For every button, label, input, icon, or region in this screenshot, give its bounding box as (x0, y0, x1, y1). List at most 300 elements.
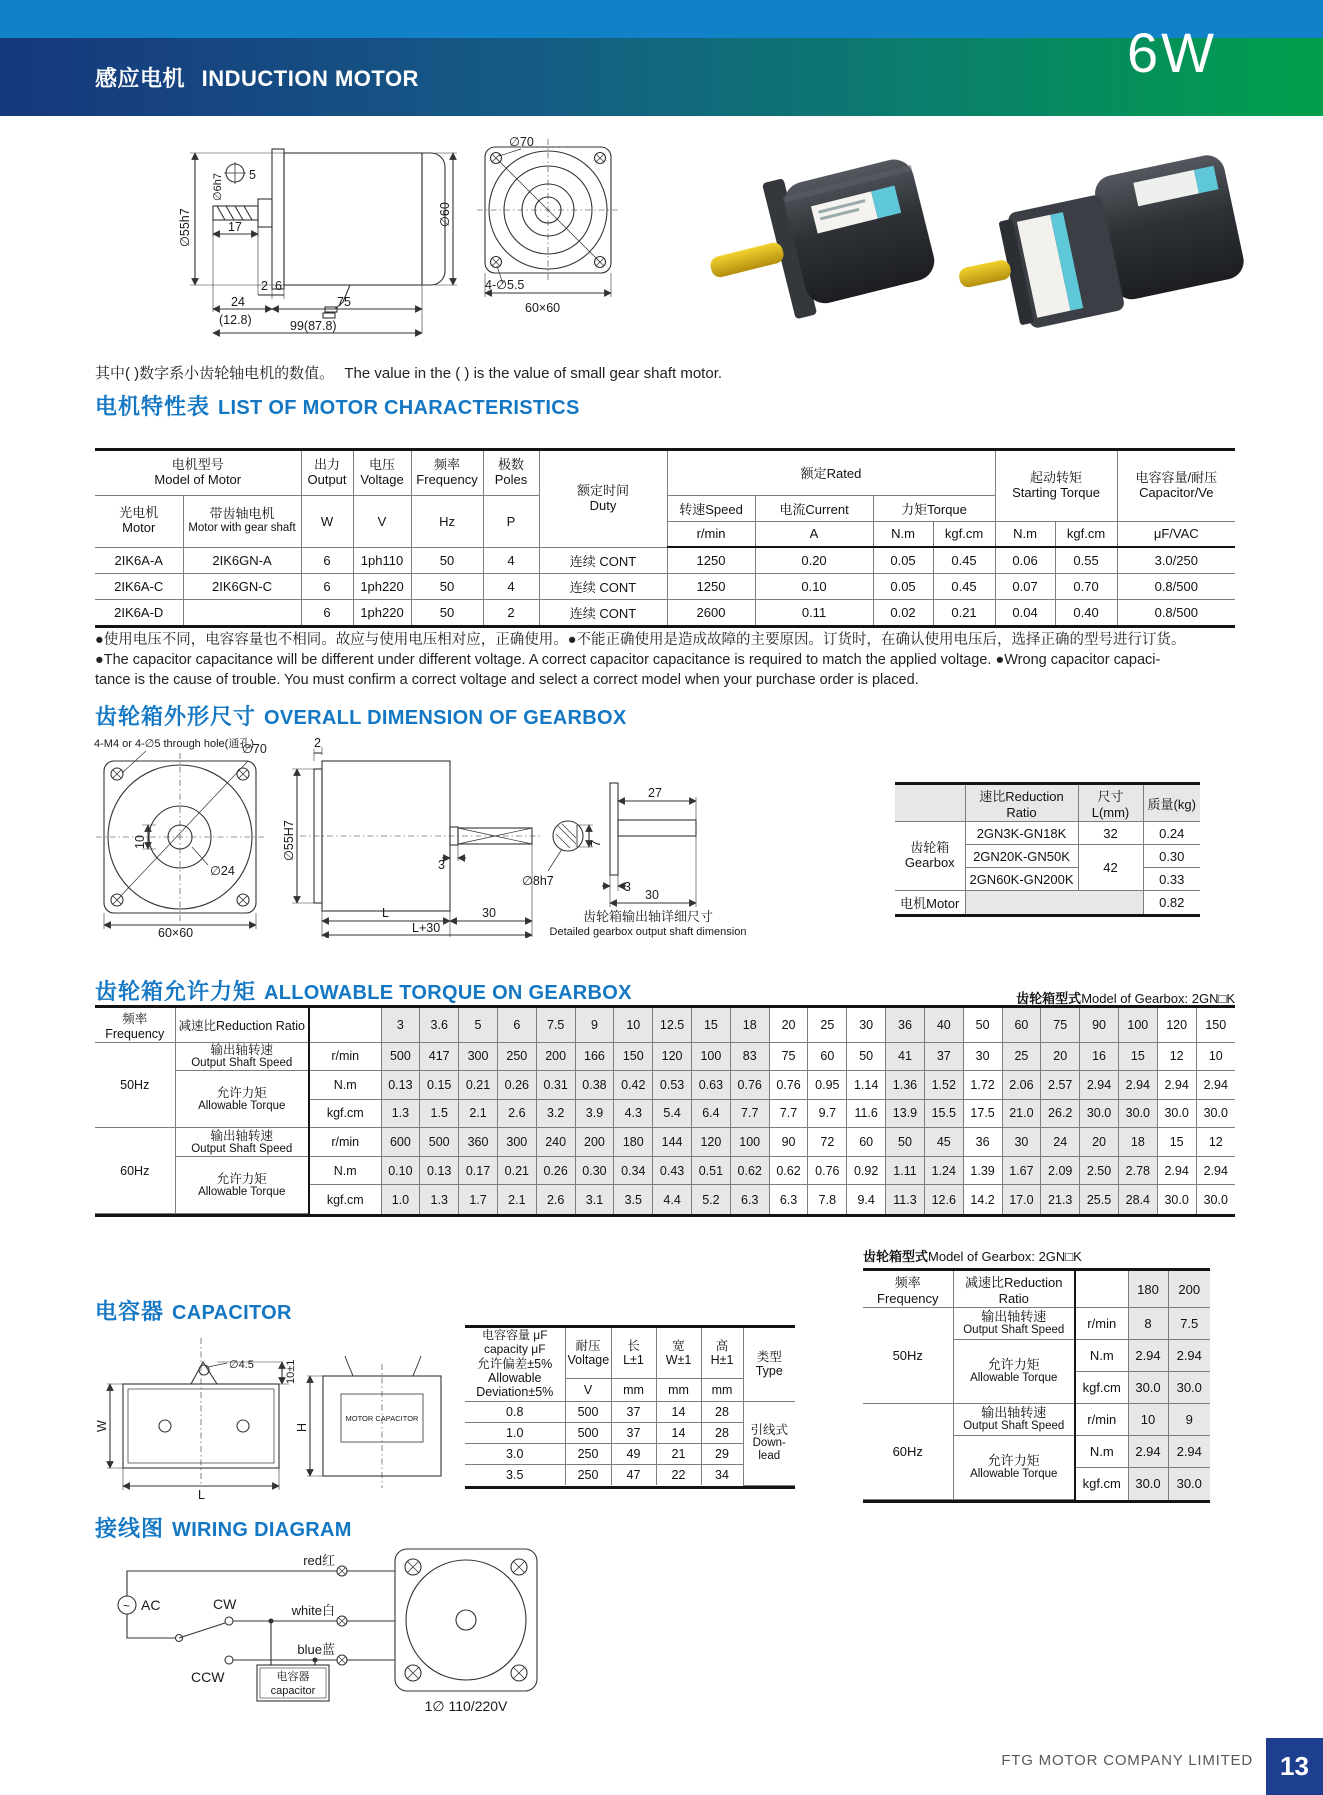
capacitor-table-cell: 3.0 (465, 1443, 565, 1464)
gbx-ratio: 2GN60K-GN200K (965, 868, 1078, 891)
torque-value-cell: 5.2 (692, 1185, 731, 1214)
dim-gbx-holes: 4-M4 or 4-∅5 through hole(通孔) (94, 738, 254, 750)
motor-table-cell: 0.02 (873, 599, 933, 625)
cap-h-capacity: 电容容量 μF capacity μF 允许偏差±5% Allowable Deviation±5% (465, 1328, 565, 1401)
gbx-h-ratio: 速比Reduction Ratio (965, 785, 1078, 822)
torque-value-cell: 2.94 (1080, 1071, 1119, 1100)
torque-value-cell: 24 (1041, 1128, 1080, 1157)
capacitor-table-cell: 37 (611, 1422, 656, 1443)
capacitor-drawing (95, 1336, 455, 1511)
torque-ratio-header: 25 (808, 1008, 847, 1042)
capacitor-table-cell: 49 (611, 1443, 656, 1464)
torque-value-cell: 30.0 (1118, 1099, 1157, 1128)
torque-value-cell: 0.10 (381, 1156, 420, 1185)
header-output: 出力 Output (301, 451, 353, 495)
g2-h-200: 200 (1168, 1271, 1210, 1308)
torque-unit-cell: kgf.cm (309, 1099, 381, 1128)
torque-ratio-header: 10 (614, 1008, 653, 1042)
torque-value-cell: 1.36 (886, 1071, 925, 1100)
motor-table-cell: 0.11 (755, 599, 873, 625)
allowable-torque-table (95, 1005, 1235, 1217)
torque-ratio-header: 100 (1118, 1008, 1157, 1042)
torque-value-cell: 2.6 (536, 1185, 575, 1214)
wiring-ccw-label: CCW (191, 1669, 225, 1685)
motor-table-cell: 2IK6GN-C (183, 573, 301, 599)
dim-cap-W: W (95, 1420, 109, 1432)
torque-value-cell: 240 (536, 1128, 575, 1157)
capacitor-table-cell: 28 (701, 1422, 743, 1443)
torque-value-cell: 7.7 (769, 1099, 808, 1128)
g2-row (863, 1308, 1210, 1340)
torque-value-cell: 30.0 (1196, 1185, 1235, 1214)
torque-value-cell: 1.24 (924, 1156, 963, 1185)
note-en2: tance is the cause of trouble. You must confirm a correct voltage and select a correct model when your purchase order is placed. (95, 672, 919, 688)
dim-gbx-L: L (382, 906, 389, 920)
torque-value-cell: 1.7 (459, 1185, 498, 1214)
section-title-gearbox: 齿轮箱外形尺寸 OVERALL DIMENSION OF GEARBOX (95, 704, 627, 729)
header-torque: 力矩Torque (873, 495, 995, 521)
section-title-capacitor: 电容器 CAPACITOR (95, 1299, 292, 1324)
header-current: 电流Current (755, 495, 873, 521)
gbx-row (895, 822, 1200, 845)
section-title-wiring: 接线图 WIRING DIAGRAM (95, 1516, 352, 1541)
dim-gbx-10: 10 (133, 835, 147, 849)
gbx-blank (895, 785, 965, 822)
g2-h-blank (1075, 1271, 1128, 1308)
torque-label-cell: 输出轴转速 Output Shaft Speed (175, 1128, 309, 1157)
drawing-note-en: The value in the ( ) is the value of small gear shaft motor. (344, 365, 723, 382)
torque-value-cell: 16 (1080, 1042, 1119, 1071)
torque-value-cell: 4.4 (653, 1185, 692, 1214)
torque-value-cell: 120 (653, 1042, 692, 1071)
capacitor-table-cell: 14 (656, 1401, 701, 1422)
motor-table-row (95, 599, 1235, 625)
torque-value-cell: 2.1 (497, 1185, 536, 1214)
g2-unit: r/min (1075, 1404, 1128, 1436)
cap-h-length: 长 L±1 (611, 1328, 656, 1378)
gbx-L: 32 (1078, 822, 1143, 845)
torque-value-cell: 3.5 (614, 1185, 653, 1214)
torque-value-cell: 30.0 (1157, 1185, 1196, 1214)
g2-value: 30.0 (1168, 1372, 1210, 1404)
torque-label-cell: 允许力矩 Allowable Torque (175, 1156, 309, 1213)
motor-table-cell: 1250 (667, 573, 755, 599)
dim-gbx-27: 27 (648, 786, 662, 800)
torque-value-cell: 7.7 (730, 1099, 769, 1128)
g2-value: 2.94 (1168, 1340, 1210, 1372)
torque-ratio-header: 9 (575, 1008, 614, 1042)
wiring-ac-label: AC (141, 1597, 161, 1613)
torque-value-cell: 0.95 (808, 1071, 847, 1100)
torque-value-cell: 30.0 (1080, 1099, 1119, 1128)
dim-cap-tol: 10±1 (285, 1359, 297, 1384)
torque-value-cell: 300 (459, 1042, 498, 1071)
torque-table-row (95, 1071, 1235, 1100)
capacitor-table-cell: 37 (611, 1401, 656, 1422)
torque-unit-cell: N.m (309, 1156, 381, 1185)
dim-gbx-30: 30 (482, 906, 496, 920)
wiring-cap-en: capacitor (270, 1685, 316, 1697)
page-number: 13 (1266, 1738, 1323, 1795)
torque-gearbox-model-caption: 齿轮箱型式Model of Gearbox: 2GN□K (1016, 991, 1235, 1006)
dim-gbx-3: 3 (438, 858, 445, 872)
torque-value-cell: 75 (769, 1042, 808, 1071)
g2-label-speed: 输出轴转速 Output Shaft Speed (953, 1404, 1075, 1436)
torque-value-cell: 3.1 (575, 1185, 614, 1214)
dim-gbx-30b: 30 (645, 888, 659, 902)
gbx-h-weight: 质量(kg) (1143, 785, 1200, 822)
torque-value-cell: 0.51 (692, 1156, 731, 1185)
torque-value-cell: 14.2 (963, 1185, 1002, 1214)
cap-h-v: V (565, 1378, 611, 1401)
torque-value-cell: 0.42 (614, 1071, 653, 1100)
torque-ratio-header: 90 (1080, 1008, 1119, 1042)
torque-value-cell: 6.3 (769, 1185, 808, 1214)
note-en1: ●The capacitor capacitance will be different under different voltage. A correct capacitor capacitance is required to match the applied voltage. ●Wrong capacitor capaci- (95, 652, 1161, 668)
torque-value-cell: 6.4 (692, 1099, 731, 1128)
motor-table-cell: 0.55 (1055, 547, 1117, 573)
g2-unit: kgf.cm (1075, 1468, 1128, 1500)
motor-table-cell: 0.40 (1055, 599, 1117, 625)
torque-ratio-header: 20 (769, 1008, 808, 1042)
gbx-group: 齿轮箱 Gearbox (895, 822, 965, 891)
torque-value-cell: 0.62 (730, 1156, 769, 1185)
motor-table-cell: 1250 (667, 547, 755, 573)
g2-unit: N.m (1075, 1436, 1128, 1468)
torque-value-cell: 0.63 (692, 1071, 731, 1100)
dim-gbx-d70: ∅70 (242, 742, 267, 756)
motor-table-row (95, 547, 1235, 573)
torque-value-cell: 18 (1118, 1128, 1157, 1157)
header-speed: 转速Speed (667, 495, 755, 521)
torque-value-cell: 9.4 (847, 1185, 886, 1214)
dim-99: 99(87.8) (290, 319, 337, 333)
motor-table-cell: 连续 CONT (539, 547, 667, 573)
torque-ratio-header: 36 (886, 1008, 925, 1042)
motor-table-cell: 1ph110 (353, 547, 411, 573)
torque-value-cell: 15.5 (924, 1099, 963, 1128)
torque-value-cell: 0.92 (847, 1156, 886, 1185)
torque-ratio-header: 5 (459, 1008, 498, 1042)
gearbox2-table (863, 1268, 1210, 1503)
capacitor-table-cell: 14 (656, 1422, 701, 1443)
torque-value-cell: 250 (497, 1042, 536, 1071)
wiring-cap-cn: 电容器 (276, 1671, 310, 1683)
motor-table-cell: 0.8/500 (1117, 573, 1235, 599)
torque-value-cell: 2.94 (1196, 1156, 1235, 1185)
dim-gbx-3b: 3 (624, 880, 631, 894)
g2-freq-60: 60Hz (863, 1404, 953, 1500)
header-kgfcm: kgf.cm (933, 521, 995, 547)
capacitor-table-cell: 500 (565, 1401, 611, 1422)
torque-value-cell: 26.2 (1041, 1099, 1080, 1128)
ac-tilde: ~ (123, 1599, 131, 1613)
capacitor-body-label: MOTOR CAPACITOR (345, 1414, 419, 1423)
wiring-cw-label: CW (213, 1596, 237, 1612)
motor-table-cell: 4 (483, 573, 539, 599)
g2-h-180: 180 (1128, 1271, 1168, 1308)
torque-value-cell: 83 (730, 1042, 769, 1071)
motor-table-cell: 2IK6A-D (95, 599, 183, 625)
g2-unit: r/min (1075, 1308, 1128, 1340)
torque-value-cell: 1.52 (924, 1071, 963, 1100)
torque-value-cell: 2.94 (1157, 1071, 1196, 1100)
dim-75: 75 (337, 295, 351, 309)
torque-ratio-header: 6 (497, 1008, 536, 1042)
torque-label-cell: 允许力矩 Allowable Torque (175, 1071, 309, 1128)
torque-value-cell: 417 (420, 1042, 459, 1071)
section-title-torque: 齿轮箱允许力矩 ALLOWABLE TORQUE ON GEARBOX (95, 979, 632, 1004)
torque-value-cell: 1.67 (1002, 1156, 1041, 1185)
g2-value: 7.5 (1168, 1308, 1210, 1340)
torque-value-cell: 2.06 (1002, 1071, 1041, 1100)
torque-value-cell: 360 (459, 1128, 498, 1157)
gearbox-dimension-drawing (90, 733, 770, 938)
capacitor-table-cell: 47 (611, 1464, 656, 1485)
header-motor-gear: 带齿轴电机 Motor with gear shaft (183, 495, 301, 547)
header-rmin: r/min (667, 521, 755, 547)
torque-value-cell: 1.39 (963, 1156, 1002, 1185)
capacitor-table-row (465, 1401, 795, 1422)
header-w: W (301, 495, 353, 547)
torque-value-cell: 7.8 (808, 1185, 847, 1214)
torque-value-cell: 2.6 (497, 1099, 536, 1128)
header-a: A (755, 521, 873, 547)
dim-gbx-2: 2 (314, 736, 321, 750)
torque-value-cell: 0.21 (497, 1156, 536, 1185)
torque-value-cell: 2.94 (1118, 1071, 1157, 1100)
torque-value-cell: 41 (886, 1042, 925, 1071)
gbx-motor-label: 电机Motor (895, 891, 965, 914)
torque-ratio-header: 7.5 (536, 1008, 575, 1042)
header-ufvac: μF/VAC (1117, 521, 1235, 547)
torque-value-cell: 0.38 (575, 1071, 614, 1100)
motor-characteristics-table (95, 448, 1235, 628)
torque-h-ratio: 减速比Reduction Ratio (175, 1008, 309, 1042)
torque-ratio-header: 60 (1002, 1008, 1041, 1042)
g2-value: 2.94 (1168, 1436, 1210, 1468)
torque-value-cell: 0.26 (536, 1156, 575, 1185)
page-title-cn: 感应电机 (95, 65, 186, 91)
torque-value-cell: 30.0 (1157, 1099, 1196, 1128)
torque-value-cell: 60 (808, 1042, 847, 1071)
torque-ratio-header: 18 (730, 1008, 769, 1042)
header-poles: 极数 Poles (483, 451, 539, 495)
header-frequency: 频率 Frequency (411, 451, 483, 495)
cap-h-mm3: mm (701, 1378, 743, 1401)
torque-value-cell: 0.76 (769, 1071, 808, 1100)
torque-value-cell: 300 (497, 1128, 536, 1157)
torque-value-cell: 0.13 (381, 1071, 420, 1100)
torque-value-cell: 21.3 (1041, 1185, 1080, 1214)
torque-value-cell: 1.3 (381, 1099, 420, 1128)
dim-6: 6 (275, 279, 282, 293)
motor-table-cell: 2IK6A-A (95, 547, 183, 573)
dim-2: 2 (261, 279, 268, 293)
gearbox-size-table (895, 782, 1200, 917)
motor-body (284, 153, 422, 285)
g2-label-torque: 允许力矩 Allowable Torque (953, 1436, 1075, 1500)
torque-value-cell: 0.53 (653, 1071, 692, 1100)
header-duty: 额定时间 Duty (539, 451, 667, 547)
torque-value-cell: 2.50 (1080, 1156, 1119, 1185)
header-start-nm: N.m (995, 521, 1055, 547)
motor-table-cell: 2 (483, 599, 539, 625)
dim-holes: 4-∅5.5 (485, 278, 525, 292)
g2-freq-50: 50Hz (863, 1308, 953, 1404)
torque-value-cell: 500 (381, 1042, 420, 1071)
torque-value-cell: 1.0 (381, 1185, 420, 1214)
torque-label-cell: 输出轴转速 Output Shaft Speed (175, 1042, 309, 1071)
dim-gbx-7: 7 (589, 840, 603, 847)
torque-value-cell: 0.34 (614, 1156, 653, 1185)
gbx-ratio: 2GN20K-GN50K (965, 845, 1078, 868)
motor-table-cell: 3.0/250 (1117, 547, 1235, 573)
wiring-red-label: red红 (303, 1553, 335, 1568)
gbx-w: 0.24 (1143, 822, 1200, 845)
torque-value-cell: 36 (963, 1128, 1002, 1157)
motor-table-cell: 6 (301, 547, 353, 573)
torque-value-cell: 0.26 (497, 1071, 536, 1100)
torque-value-cell: 1.72 (963, 1071, 1002, 1100)
torque-value-cell: 50 (886, 1128, 925, 1157)
wiring-diagram (95, 1543, 555, 1718)
torque-table-row (95, 1156, 1235, 1185)
torque-value-cell: 30 (963, 1042, 1002, 1071)
capacitor-table-cell: 34 (701, 1464, 743, 1485)
torque-value-cell: 6.3 (730, 1185, 769, 1214)
torque-value-cell: 15 (1157, 1128, 1196, 1157)
dim-12-8: (12.8) (219, 313, 252, 327)
torque-value-cell: 30 (1002, 1128, 1041, 1157)
motor-table-cell: 1ph220 (353, 573, 411, 599)
torque-value-cell: 600 (381, 1128, 420, 1157)
torque-unit-cell: r/min (309, 1042, 381, 1071)
torque-value-cell: 12.6 (924, 1185, 963, 1214)
g2-value: 8 (1128, 1308, 1168, 1340)
torque-value-cell: 72 (808, 1128, 847, 1157)
torque-ratio-header: 75 (1041, 1008, 1080, 1042)
gbx-ratio: 2GN3K-GN18K (965, 822, 1078, 845)
header-band (0, 38, 1323, 116)
torque-value-cell: 0.21 (459, 1071, 498, 1100)
motor-table-cell: 0.04 (995, 599, 1055, 625)
motor-table-cell: 6 (301, 573, 353, 599)
torque-value-cell: 2.09 (1041, 1156, 1080, 1185)
capacitor-table-cell: 3.5 (465, 1464, 565, 1485)
cap-h-mm2: mm (656, 1378, 701, 1401)
capacitor-type-cell: 引线式 Down-lead (743, 1401, 795, 1485)
torque-value-cell: 150 (614, 1042, 653, 1071)
dim-gbx-60x60: 60×60 (158, 926, 194, 938)
torque-value-cell: 0.13 (420, 1156, 459, 1185)
gbx-L: 42 (1078, 845, 1143, 891)
torque-value-cell: 100 (692, 1042, 731, 1071)
g2-h-freq: 频率Frequency (863, 1271, 953, 1308)
footer-company: FTG MOTOR COMPANY LIMITED (1001, 1752, 1253, 1769)
torque-value-cell: 500 (420, 1128, 459, 1157)
gbx-h-size: 尺寸L(mm) (1078, 785, 1143, 822)
torque-freq-cell: 60Hz (95, 1128, 175, 1214)
torque-value-cell: 20 (1080, 1128, 1119, 1157)
motor-table-cell: 50 (411, 547, 483, 573)
torque-value-cell: 0.17 (459, 1156, 498, 1185)
torque-value-cell: 0.30 (575, 1156, 614, 1185)
cap-h-voltage: 耐压 Voltage (565, 1328, 611, 1378)
torque-ratio-header: 30 (847, 1008, 886, 1042)
dim-gbx-d8: ∅8h7 (522, 874, 554, 888)
torque-value-cell: 1.5 (420, 1099, 459, 1128)
torque-value-cell: 25 (1002, 1042, 1041, 1071)
motor-table-cell: 50 (411, 599, 483, 625)
motor-table-cell: 0.06 (995, 547, 1055, 573)
motor-table-cell (183, 599, 301, 625)
section-title-motor: 电机特性表 LIST OF MOTOR CHARACTERISTICS (95, 394, 580, 419)
torque-value-cell: 180 (614, 1128, 653, 1157)
capacitor-table-cell: 22 (656, 1464, 701, 1485)
capacitor-table-cell: 29 (701, 1443, 743, 1464)
torque-value-cell: 0.43 (653, 1156, 692, 1185)
capacitor-table-cell: 250 (565, 1464, 611, 1485)
wiring-white-label: white白 (291, 1603, 335, 1618)
capacitor-table-cell: 28 (701, 1401, 743, 1422)
motor-table-cell: 连续 CONT (539, 599, 667, 625)
torque-value-cell: 60 (847, 1128, 886, 1157)
torque-value-cell: 3.2 (536, 1099, 575, 1128)
torque-value-cell: 100 (730, 1128, 769, 1157)
capacitor-table-cell: 21 (656, 1443, 701, 1464)
header-motor: 光电机 Motor (95, 495, 183, 547)
gbx-motor-blank (965, 891, 1143, 914)
g2-unit: kgf.cm (1075, 1372, 1128, 1404)
motor-photo-gearhead (955, 150, 1255, 335)
dim-d55h7: ∅55h7 (178, 208, 192, 247)
torque-value-cell: 21.0 (1002, 1099, 1041, 1128)
motor-flange (272, 149, 284, 289)
dim-d70: ∅70 (509, 136, 534, 149)
header-v: V (353, 495, 411, 547)
top-bar (0, 0, 1323, 38)
capacitor-table-cell: 1.0 (465, 1422, 565, 1443)
motor-table-cell: 连续 CONT (539, 573, 667, 599)
dim-cap-H: H (295, 1422, 309, 1432)
torque-ratio-header: 3.6 (420, 1008, 459, 1042)
cap-h-height: 高 H±1 (701, 1328, 743, 1378)
header-hz: Hz (411, 495, 483, 547)
dim-60x60: 60×60 (525, 301, 561, 315)
torque-value-cell: 3.9 (575, 1099, 614, 1128)
torque-value-cell: 120 (692, 1128, 731, 1157)
torque-value-cell: 12 (1196, 1128, 1235, 1157)
torque-unit-cell: N.m (309, 1071, 381, 1100)
motor-table-cell: 0.70 (1055, 573, 1117, 599)
torque-value-cell: 2.94 (1157, 1156, 1196, 1185)
motor-table-cell: 6 (301, 599, 353, 625)
motor-table-cell: 0.21 (933, 599, 995, 625)
torque-ratio-header: 40 (924, 1008, 963, 1042)
gbx-caption-cn: 齿轮箱输出轴详细尺寸 (582, 909, 714, 924)
wattage-label: 6W (1127, 21, 1217, 84)
torque-value-cell: 20 (1041, 1042, 1080, 1071)
capacitor-table-cell: 500 (565, 1422, 611, 1443)
torque-ratio-header: 50 (963, 1008, 1002, 1042)
torque-value-cell: 0.15 (420, 1071, 459, 1100)
cap-h-type: 类型 Type (743, 1328, 795, 1401)
motor-table-row (95, 573, 1235, 599)
capacitor-table-cell: 0.8 (465, 1401, 565, 1422)
motor-table-cell: 0.07 (995, 573, 1055, 599)
dim-gbx-d55: ∅55H7 (282, 820, 296, 861)
